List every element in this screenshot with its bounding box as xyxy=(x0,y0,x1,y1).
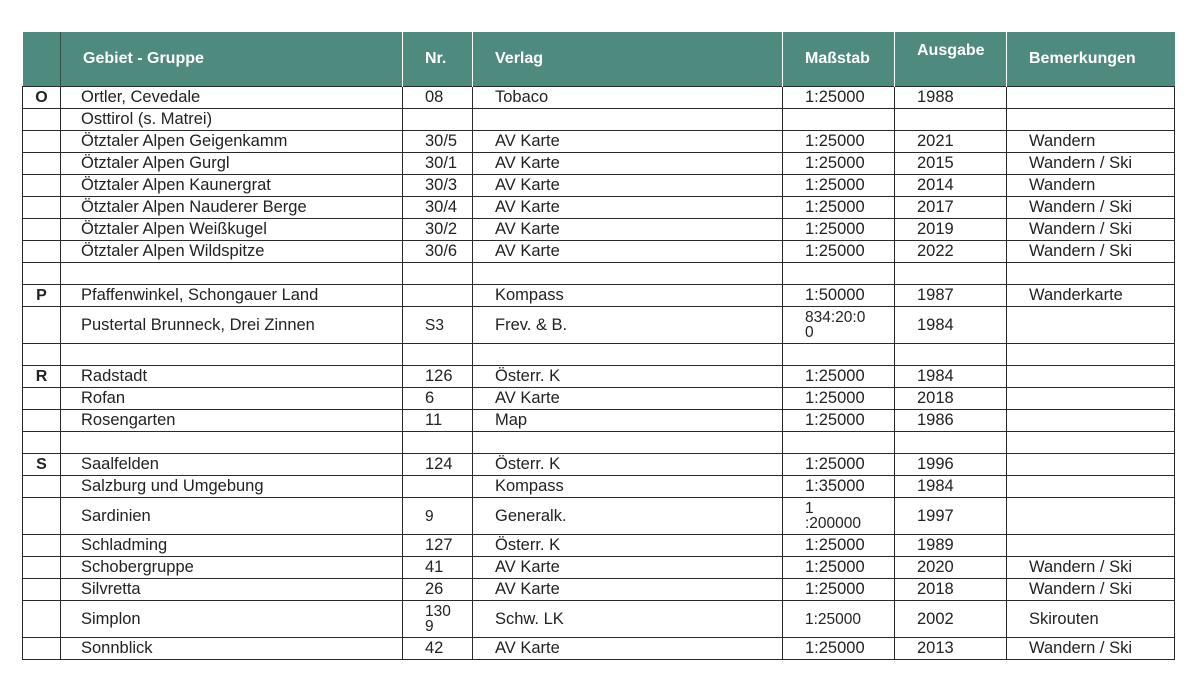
bemerkungen-cell: Skirouten xyxy=(1007,601,1175,638)
verlag-cell: Schw. LK xyxy=(473,601,783,638)
group-letter xyxy=(23,638,61,660)
ausgabe-cell: 2002 xyxy=(895,601,1007,638)
verlag-cell: AV Karte xyxy=(473,131,783,153)
bemerkungen-cell xyxy=(1007,388,1175,410)
nr-cell: 30/3 xyxy=(403,175,473,197)
nr-cell: 42 xyxy=(403,638,473,660)
nr-cell xyxy=(403,432,473,454)
verlag-cell: AV Karte xyxy=(473,638,783,660)
nr-cell: 9 xyxy=(403,498,473,535)
ausgabe-cell: 2018 xyxy=(895,388,1007,410)
group-letter: P xyxy=(23,285,61,307)
bemerkungen-cell: Wandern / Ski xyxy=(1007,557,1175,579)
group-letter xyxy=(23,219,61,241)
ausgabe-cell: 1984 xyxy=(895,307,1007,344)
nr-cell xyxy=(403,285,473,307)
bemerkungen-cell: Wanderkarte xyxy=(1007,285,1175,307)
table-row xyxy=(23,366,1175,388)
table-row xyxy=(23,476,1175,498)
table-row xyxy=(23,535,1175,557)
nr-cell: 30/4 xyxy=(403,197,473,219)
header-massstab: Maßstab xyxy=(783,32,895,87)
nr-cell xyxy=(403,344,473,366)
bemerkungen-cell: Wandern / Ski xyxy=(1007,197,1175,219)
gebiet-cell: Osttirol (s. Matrei) xyxy=(61,109,403,131)
group-letter xyxy=(23,109,61,131)
ausgabe-cell: 2020 xyxy=(895,557,1007,579)
verlag-cell: Österr. K xyxy=(473,366,783,388)
nr-cell: 11 xyxy=(403,410,473,432)
gebiet-cell: Schladming xyxy=(61,535,403,557)
massstab-cell: 1:25000 xyxy=(783,535,895,557)
ausgabe-cell xyxy=(895,109,1007,131)
massstab-cell xyxy=(783,344,895,366)
table-row xyxy=(23,285,1175,307)
gebiet-cell xyxy=(61,344,403,366)
nr-cell: 41 xyxy=(403,557,473,579)
bemerkungen-cell: Wandern / Ski xyxy=(1007,579,1175,601)
group-letter xyxy=(23,344,61,366)
massstab-cell: 1:25000 xyxy=(783,454,895,476)
bemerkungen-cell xyxy=(1007,454,1175,476)
group-letter xyxy=(23,432,61,454)
table-row xyxy=(23,197,1175,219)
verlag-cell: AV Karte xyxy=(473,197,783,219)
gebiet-cell: Pustertal Brunneck, Drei Zinnen xyxy=(61,307,403,344)
group-letter xyxy=(23,388,61,410)
ausgabe-cell xyxy=(895,432,1007,454)
gebiet-cell xyxy=(61,432,403,454)
nr-cell: 6 xyxy=(403,388,473,410)
ausgabe-cell: 2014 xyxy=(895,175,1007,197)
group-letter xyxy=(23,307,61,344)
gebiet-cell: Sonnblick xyxy=(61,638,403,660)
gebiet-cell: Silvretta xyxy=(61,579,403,601)
gebiet-cell: Ötztaler Alpen Nauderer Berge xyxy=(61,197,403,219)
bemerkungen-cell xyxy=(1007,476,1175,498)
table-row xyxy=(23,638,1175,660)
bemerkungen-cell: Wandern / Ski xyxy=(1007,153,1175,175)
massstab-cell: 1 :200000 xyxy=(783,498,895,535)
bemerkungen-cell xyxy=(1007,263,1175,285)
spacer-row xyxy=(23,263,1175,285)
table-row xyxy=(23,388,1175,410)
bemerkungen-cell xyxy=(1007,307,1175,344)
table-row xyxy=(23,454,1175,476)
gebiet-cell: Ötztaler Alpen Geigenkamm xyxy=(61,131,403,153)
massstab-cell: 1:25000 xyxy=(783,153,895,175)
ausgabe-cell: 2018 xyxy=(895,579,1007,601)
ausgabe-cell: 1996 xyxy=(895,454,1007,476)
table-row xyxy=(23,579,1175,601)
nr-cell: 08 xyxy=(403,87,473,109)
verlag-cell xyxy=(473,344,783,366)
ausgabe-cell: 1984 xyxy=(895,366,1007,388)
bemerkungen-cell xyxy=(1007,410,1175,432)
massstab-cell xyxy=(783,432,895,454)
bemerkungen-cell xyxy=(1007,109,1175,131)
header-letter xyxy=(23,32,61,87)
verlag-cell xyxy=(473,109,783,131)
ausgabe-cell: 1986 xyxy=(895,410,1007,432)
verlag-cell: AV Karte xyxy=(473,388,783,410)
verlag-cell: Kompass xyxy=(473,285,783,307)
nr-cell xyxy=(403,109,473,131)
gebiet-cell xyxy=(61,263,403,285)
header-gebiet: Gebiet - Gruppe xyxy=(61,32,403,87)
group-letter xyxy=(23,476,61,498)
gebiet-cell: Ortler, Cevedale xyxy=(61,87,403,109)
gebiet-cell: Ötztaler Alpen Kaunergrat xyxy=(61,175,403,197)
gebiet-cell: Saalfelden xyxy=(61,454,403,476)
table-row xyxy=(23,557,1175,579)
ausgabe-cell: 2022 xyxy=(895,241,1007,263)
gebiet-cell: Ötztaler Alpen Weißkugel xyxy=(61,219,403,241)
group-letter xyxy=(23,263,61,285)
table-row xyxy=(23,131,1175,153)
spacer-row xyxy=(23,432,1175,454)
table-row xyxy=(23,87,1175,109)
group-letter xyxy=(23,197,61,219)
spacer-row xyxy=(23,344,1175,366)
massstab-cell: 1:25000 xyxy=(783,601,895,638)
table-row xyxy=(23,153,1175,175)
bemerkungen-cell xyxy=(1007,432,1175,454)
massstab-cell: 1:25000 xyxy=(783,131,895,153)
verlag-cell: Frev. & B. xyxy=(473,307,783,344)
massstab-cell: 1:25000 xyxy=(783,219,895,241)
table-row xyxy=(23,219,1175,241)
massstab-cell xyxy=(783,263,895,285)
bemerkungen-cell: Wandern / Ski xyxy=(1007,241,1175,263)
verlag-cell: Österr. K xyxy=(473,454,783,476)
nr-cell: 30/6 xyxy=(403,241,473,263)
header-row xyxy=(23,32,1175,87)
group-letter xyxy=(23,535,61,557)
massstab-cell: 1:25000 xyxy=(783,557,895,579)
verlag-cell: Map xyxy=(473,410,783,432)
massstab-cell: 1:25000 xyxy=(783,87,895,109)
massstab-cell: 834:20:0 0 xyxy=(783,307,895,344)
gebiet-cell: Salzburg und Umgebung xyxy=(61,476,403,498)
table-row xyxy=(23,410,1175,432)
verlag-cell: Tobaco xyxy=(473,87,783,109)
header-verlag: Verlag xyxy=(473,32,783,87)
gebiet-cell: Simplon xyxy=(61,601,403,638)
ausgabe-cell: 2021 xyxy=(895,131,1007,153)
table-body xyxy=(23,87,1175,660)
group-letter xyxy=(23,601,61,638)
bemerkungen-cell xyxy=(1007,498,1175,535)
ausgabe-cell: 2017 xyxy=(895,197,1007,219)
nr-cell xyxy=(403,263,473,285)
nr-cell: 26 xyxy=(403,579,473,601)
nr-cell: S3 xyxy=(403,307,473,344)
group-letter xyxy=(23,153,61,175)
group-letter xyxy=(23,498,61,535)
massstab-cell: 1:25000 xyxy=(783,579,895,601)
table-row xyxy=(23,109,1175,131)
nr-cell: 30/1 xyxy=(403,153,473,175)
table-row xyxy=(23,241,1175,263)
massstab-cell: 1:25000 xyxy=(783,638,895,660)
verlag-cell: AV Karte xyxy=(473,579,783,601)
verlag-cell: AV Karte xyxy=(473,219,783,241)
gebiet-cell: Radstadt xyxy=(61,366,403,388)
ausgabe-cell: 2015 xyxy=(895,153,1007,175)
bemerkungen-cell xyxy=(1007,87,1175,109)
bemerkungen-cell: Wandern xyxy=(1007,175,1175,197)
group-letter: S xyxy=(23,454,61,476)
gebiet-cell: Rosengarten xyxy=(61,410,403,432)
massstab-cell: 1:25000 xyxy=(783,366,895,388)
verlag-cell: Österr. K xyxy=(473,535,783,557)
massstab-cell: 1:35000 xyxy=(783,476,895,498)
group-letter xyxy=(23,410,61,432)
verlag-cell xyxy=(473,432,783,454)
group-letter: O xyxy=(23,87,61,109)
ausgabe-cell: 2013 xyxy=(895,638,1007,660)
table-row xyxy=(23,307,1175,344)
bemerkungen-cell: Wandern / Ski xyxy=(1007,638,1175,660)
nr-cell: 30/2 xyxy=(403,219,473,241)
gebiet-cell: Ötztaler Alpen Gurgl xyxy=(61,153,403,175)
ausgabe-cell: 1988 xyxy=(895,87,1007,109)
group-letter xyxy=(23,241,61,263)
gebiet-cell: Sardinien xyxy=(61,498,403,535)
massstab-cell: 1:25000 xyxy=(783,388,895,410)
bemerkungen-cell: Wandern / Ski xyxy=(1007,219,1175,241)
ausgabe-cell xyxy=(895,263,1007,285)
verlag-cell xyxy=(473,263,783,285)
nr-cell: 130 9 xyxy=(403,601,473,638)
nr-cell: 127 xyxy=(403,535,473,557)
ausgabe-cell: 1997 xyxy=(895,498,1007,535)
verlag-cell: AV Karte xyxy=(473,175,783,197)
nr-cell: 126 xyxy=(403,366,473,388)
group-letter xyxy=(23,557,61,579)
ausgabe-cell: 2019 xyxy=(895,219,1007,241)
gebiet-cell: Pfaffenwinkel, Schongauer Land xyxy=(61,285,403,307)
group-letter: R xyxy=(23,366,61,388)
massstab-cell xyxy=(783,109,895,131)
gebiet-cell: Rofan xyxy=(61,388,403,410)
group-letter xyxy=(23,131,61,153)
bemerkungen-cell xyxy=(1007,366,1175,388)
verlag-cell: AV Karte xyxy=(473,557,783,579)
massstab-cell: 1:25000 xyxy=(783,410,895,432)
ausgabe-cell: 1987 xyxy=(895,285,1007,307)
nr-cell xyxy=(403,476,473,498)
ausgabe-cell: 1984 xyxy=(895,476,1007,498)
ausgabe-cell xyxy=(895,344,1007,366)
header-ausgabe: Ausgabe xyxy=(895,32,1007,87)
massstab-cell: 1:25000 xyxy=(783,241,895,263)
group-letter xyxy=(23,175,61,197)
gebiet-cell: Ötztaler Alpen Wildspitze xyxy=(61,241,403,263)
bemerkungen-cell xyxy=(1007,344,1175,366)
massstab-cell: 1:25000 xyxy=(783,175,895,197)
map-catalog-sheet xyxy=(22,32,1174,660)
table-row xyxy=(23,498,1175,535)
verlag-cell: AV Karte xyxy=(473,153,783,175)
table-row xyxy=(23,175,1175,197)
verlag-cell: Kompass xyxy=(473,476,783,498)
bemerkungen-cell xyxy=(1007,535,1175,557)
gebiet-cell: Schobergruppe xyxy=(61,557,403,579)
header-nr: Nr. xyxy=(403,32,473,87)
ausgabe-cell: 1989 xyxy=(895,535,1007,557)
table-row xyxy=(23,601,1175,638)
nr-cell: 124 xyxy=(403,454,473,476)
verlag-cell: Generalk. xyxy=(473,498,783,535)
bemerkungen-cell: Wandern xyxy=(1007,131,1175,153)
verlag-cell: AV Karte xyxy=(473,241,783,263)
nr-cell: 30/5 xyxy=(403,131,473,153)
massstab-cell: 1:25000 xyxy=(783,197,895,219)
massstab-cell: 1:50000 xyxy=(783,285,895,307)
map-catalog-table xyxy=(22,32,1175,660)
group-letter xyxy=(23,579,61,601)
header-bemerkungen: Bemerkungen xyxy=(1007,32,1175,87)
